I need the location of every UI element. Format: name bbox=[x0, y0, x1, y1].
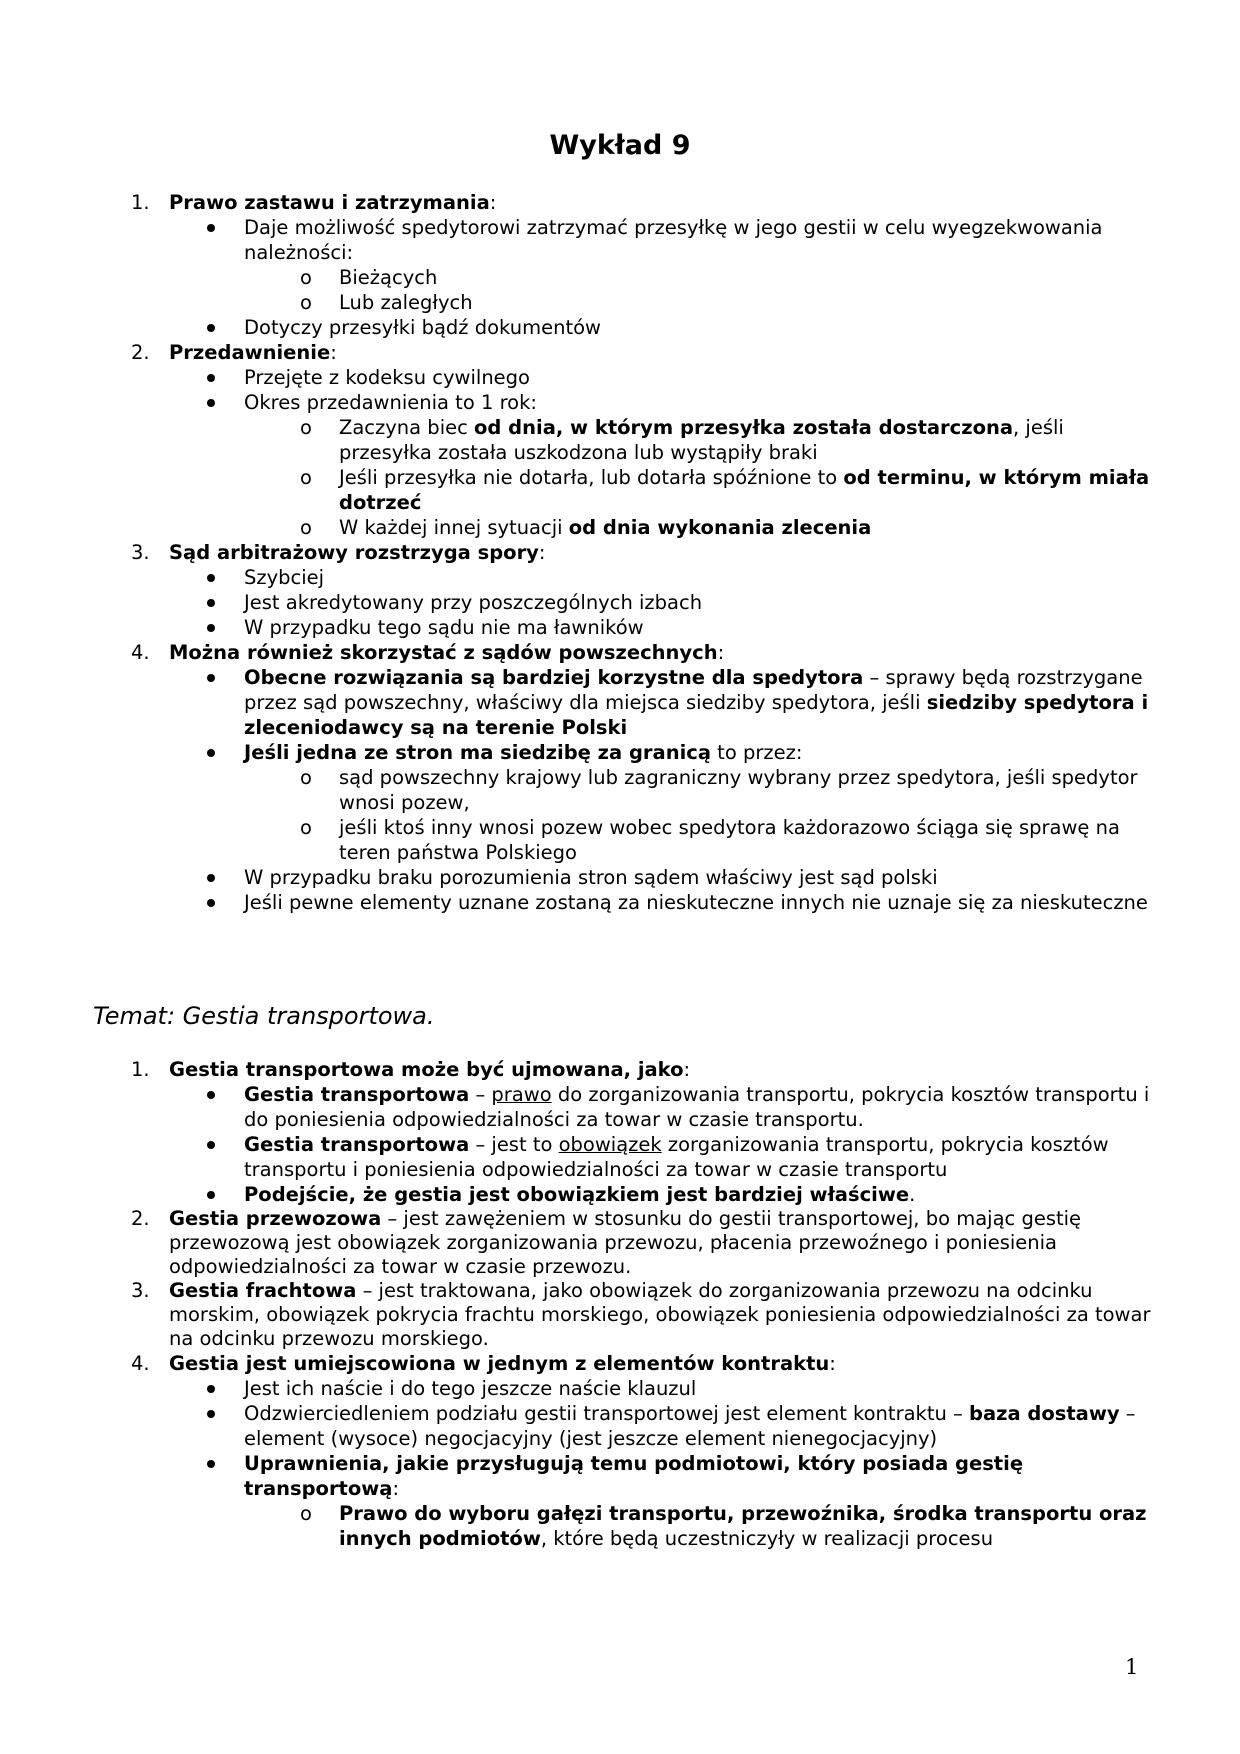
sub-item: o Bieżących bbox=[300, 266, 438, 289]
sub-item: o W każdej innej sytuacji od dnia wykonania zlecenia bbox=[300, 516, 872, 539]
bullet-item: Obecne rozwiązania są bardziej korzystne dla spedytora – sprawy będą rozstrzygane przez sąd powszechny, właściwy dla miejsca siedziby spedytora, jeśli siedziby spedytora i zleceniodawcy są na terenie Polski bbox=[0, 665, 1240, 740]
bullet-dot-icon bbox=[207, 374, 215, 382]
bullet-item: Daje możliwość spedytorowi zatrzymać przesyłkę w jego gestii w celu wyegzekwowania należności: o Bieżących o Lub zaległych bbox=[0, 215, 1240, 315]
numbered-list bbox=[0, 1057, 1240, 1551]
bullet-dot-icon bbox=[207, 1460, 215, 1468]
list-item: 3. Gestia frachtowa – jest traktowana, jako obowiązek do zorganizowania przewozu na odcinku morskim, obowiązek pokrycia frachtu morskiego, obowiązek poniesienia odpowiedzialności za towar na odcinku przewozu morskiego. bbox=[131, 1279, 1151, 1350]
item-heading: Gestia jest umiejscowiona w jednym z elementów kontraktu bbox=[169, 1352, 830, 1375]
bullet-dot-icon bbox=[207, 899, 215, 907]
item-heading: Przedawnienie bbox=[169, 341, 331, 364]
sub-list bbox=[0, 265, 1240, 315]
bullet-item: Jeśli jedna ze stron ma siedzibę za granicą to przez: o sąd powszechny krajowy lub zagraniczny wybrany przez spedytora, jeśli spedytor wnosi pozew, o jeśli ktoś inny wnosi pozew wobec spedytora każdorazowo ściąga się sprawę na teren państwa Polskiego bbox=[0, 740, 1240, 865]
list-item: 1. Prawo zastawu i zatrzymania: Daje możliwość spedytorowi zatrzymać przesyłkę w jego gestii w celu wyegzekwowania należności: o Bieżących o Lub zaległych Dotyczy przesyłki bądź dokumentów bbox=[0, 190, 1240, 340]
list-item: 4. Można również skorzystać z sądów powszechnych: Obecne rozwiązania są bardziej korzystne dla spedytora – sprawy będą rozstrzygane przez sąd powszechny, właściwy dla miejsca siedziby spedytora, jeśli siedziby spedytora i zleceniodawcy są na terenie Polski Jeśli jedna ze stron ma siedzibę za granicą to przez: o sąd powszechny krajowy lub zagraniczny wybrany przez spedytora, jeśli spedytor wnosi pozew, o jeśli ktoś inny wnosi pozew wobec spedytora każdorazowo ściąga się sprawę na teren państwa Polskiego W przypadku braku porozumienia stron sądem właściwy jest sąd polski Jeśli pewne elementy uznane zostaną za nieskuteczne innych nie uznaje się za nieskuteczne bbox=[0, 640, 1240, 915]
sub-list bbox=[0, 415, 1240, 540]
item-number: 1. bbox=[131, 191, 150, 214]
sub-item: o jeśli ktoś inny wnosi pozew wobec spedytora każdorazowo ściąga się sprawę na teren państwa Polskiego bbox=[300, 816, 1120, 864]
circle-marker-icon: o bbox=[300, 266, 312, 289]
bullet-item: Jest ich naście i do tego jeszcze naście klauzul bbox=[0, 1376, 1240, 1401]
bullet-item: Szybciej bbox=[0, 565, 1240, 590]
topic-heading: Temat: Gestia transportowa. bbox=[93, 1002, 435, 1030]
sub-item: o Prawo do wyboru gałęzi transportu, przewoźnika, środka transportu oraz innych podmiotów, które będą uczestniczyły w realizacji procesu bbox=[300, 1502, 1147, 1550]
list-item: 4. Gestia jest umiejscowiona w jednym z elementów kontraktu: Jest ich naście i do tego jeszcze naście klauzul Odzwierciedleniem podziału gestii transportowej jest element kontraktu – baza dostawy – element (wysoce) negocjacyjny (jest jeszcze element nienegocjacyjny) Uprawnienia, jakie przysługują temu podmiotowi, który posiada gestię transportową: o Prawo do wyboru gałęzi transportu, przewoźnika, środka transportu oraz innych podmiotów, które będą uczestniczyły w realizacji procesu bbox=[0, 1351, 1240, 1551]
circle-marker-icon: o bbox=[300, 291, 312, 314]
bullet-list bbox=[0, 565, 1240, 640]
item-heading: Sąd arbitrażowy rozstrzyga spory bbox=[169, 541, 539, 564]
item-heading: Można również skorzystać z sądów powszechnych bbox=[169, 641, 718, 664]
bullet-dot-icon bbox=[207, 1410, 215, 1418]
bullet-item: Odzwierciedleniem podziału gestii transportowej jest element kontraktu – baza dostawy – element (wysoce) negocjacyjny (jest jeszcze element nienegocjacyjny) bbox=[0, 1401, 1240, 1451]
item-number: 4. bbox=[131, 641, 150, 664]
bullet-item: W przypadku tego sądu nie ma ławników bbox=[0, 615, 1240, 640]
circle-marker-icon: o bbox=[300, 766, 312, 789]
bullet-dot-icon bbox=[207, 674, 215, 682]
list-item: 2. Przedawnienie: Przejęte z kodeksu cywilnego Okres przedawnienia to 1 rok: o Zaczyna biec od dnia, w którym przesyłka została dostarczona, jeśli przesyłka została uszkodzona lub wystąpiły braki o Jeśli przesyłka nie dotarła, lub dotarła spóźnione to od terminu, w którym miała dotrzeć o W każdej innej sytuacji od dnia wykonania zlecenia bbox=[0, 340, 1240, 540]
list-item: 3. Sąd arbitrażowy rozstrzyga spory: Szybciej Jest akredytowany przy poszczególnych izbach W przypadku tego sądu nie ma ławników bbox=[0, 540, 1240, 640]
bullet-dot-icon bbox=[207, 1191, 215, 1199]
bullet-dot-icon bbox=[207, 574, 215, 582]
bullet-item: Przejęte z kodeksu cywilnego bbox=[0, 365, 1240, 390]
circle-marker-icon: o bbox=[300, 816, 312, 839]
bullet-item: Dotyczy przesyłki bądź dokumentów bbox=[0, 315, 1240, 340]
bullet-item: Jeśli pewne elementy uznane zostaną za nieskuteczne innych nie uznaje się za nieskuteczne bbox=[0, 890, 1240, 915]
bullet-dot-icon bbox=[207, 599, 215, 607]
bullet-item: Uprawnienia, jakie przysługują temu podmiotowi, który posiada gestię transportową: o Prawo do wyboru gałęzi transportu, przewoźnika, środka transportu oraz innych podmiotów, które będą uczestniczyły w realizacji procesu bbox=[0, 1451, 1240, 1551]
bullet-dot-icon bbox=[207, 224, 215, 232]
bullet-dot-icon bbox=[207, 1141, 215, 1149]
page-title: Wykład 9 bbox=[549, 130, 691, 161]
item-heading: Prawo zastawu i zatrzymania bbox=[169, 191, 490, 214]
list-item: 2. Gestia przewozowa – jest zawężeniem w stosunku do gestii transportowej, bo mając gestię przewozową jest obowiązek zorganizowania przewozu, płacenia przewoźnego i poniesienia odpowiedzialności za towar w czasie przewozu. bbox=[131, 1207, 1082, 1278]
item-number: 3. bbox=[131, 541, 150, 564]
bullet-item: W przypadku braku porozumienia stron sądem właściwy jest sąd polski bbox=[0, 865, 1240, 890]
section-transport-gestia bbox=[0, 1057, 1240, 1551]
item-number: 3. bbox=[131, 1279, 150, 1302]
circle-marker-icon: o bbox=[300, 416, 312, 439]
bullet-item: Gestia transportowa – prawo do zorganizowania transportu, pokrycia kosztów transportu i do poniesienia odpowiedzialności za towar w czasie transportu. bbox=[0, 1082, 1240, 1132]
item-number: 4. bbox=[131, 1352, 150, 1375]
section-lecture-points bbox=[0, 190, 1240, 915]
item-heading: Gestia transportowa może być ujmowana, jako bbox=[169, 1058, 684, 1081]
item-number: 2. bbox=[131, 341, 150, 364]
bullet-item: Jest akredytowany przy poszczególnych izbach bbox=[0, 590, 1240, 615]
bullet-list bbox=[0, 215, 1240, 340]
page-number: 1 bbox=[1125, 1655, 1139, 1679]
bullet-item: Okres przedawnienia to 1 rok: o Zaczyna biec od dnia, w którym przesyłka została dostarczona, jeśli przesyłka została uszkodzona lub wystąpiły braki o Jeśli przesyłka nie dotarła, lub dotarła spóźnione to od terminu, w którym miała dotrzeć o W każdej innej sytuacji od dnia wykonania zlecenia bbox=[0, 390, 1240, 540]
bullet-dot-icon bbox=[207, 1385, 215, 1393]
bullet-dot-icon bbox=[207, 624, 215, 632]
numbered-list bbox=[0, 190, 1240, 915]
bullet-item: Podejście, że gestia jest obowiązkiem jest bardziej właściwe. bbox=[0, 1182, 1240, 1207]
bullet-list bbox=[0, 665, 1240, 915]
list-item: 1. Gestia transportowa może być ujmowana, jako: Gestia transportowa – prawo do zorganizowania transportu, pokrycia kosztów transportu i do poniesienia odpowiedzialności za towar w czasie transportu. Gestia transportowa – jest to obowiązek zorganizowania transportu, pokrycia kosztów transportu i poniesienia odpowiedzialności za towar w czasie transportu Podejście, że gestia jest obowiązkiem jest bardziej właściwe. bbox=[0, 1057, 1240, 1207]
sub-list bbox=[0, 1501, 1240, 1551]
bullet-item: Gestia transportowa – jest to obowiązek zorganizowania transportu, pokrycia kosztów transportu i poniesienia odpowiedzialności za towar w czasie transportu bbox=[0, 1132, 1240, 1182]
bullet-list bbox=[0, 365, 1240, 540]
bullet-dot-icon bbox=[207, 874, 215, 882]
bullet-dot-icon bbox=[207, 1091, 215, 1099]
circle-marker-icon: o bbox=[300, 466, 312, 489]
bullet-dot-icon bbox=[207, 749, 215, 757]
bullet-dot-icon bbox=[207, 324, 215, 332]
circle-marker-icon: o bbox=[300, 1502, 312, 1525]
sub-item: o Lub zaległych bbox=[300, 291, 473, 314]
sub-item: o sąd powszechny krajowy lub zagraniczny wybrany przez spedytora, jeśli spedytor wnosi pozew, bbox=[300, 766, 1138, 814]
item-number: 1. bbox=[131, 1058, 150, 1081]
bullet-list bbox=[0, 1082, 1240, 1207]
item-number: 2. bbox=[131, 1207, 150, 1230]
bullet-dot-icon bbox=[207, 399, 215, 407]
circle-marker-icon: o bbox=[300, 516, 312, 539]
bullet-list bbox=[0, 1376, 1240, 1551]
sub-list bbox=[0, 765, 1240, 865]
sub-item: o Zaczyna biec od dnia, w którym przesyłka została dostarczona, jeśli przesyłka została uszkodzona lub wystąpiły braki bbox=[300, 416, 1064, 464]
sub-item: o Jeśli przesyłka nie dotarła, lub dotarła spóźnione to od terminu, w którym miała dotrzeć bbox=[300, 466, 1150, 514]
